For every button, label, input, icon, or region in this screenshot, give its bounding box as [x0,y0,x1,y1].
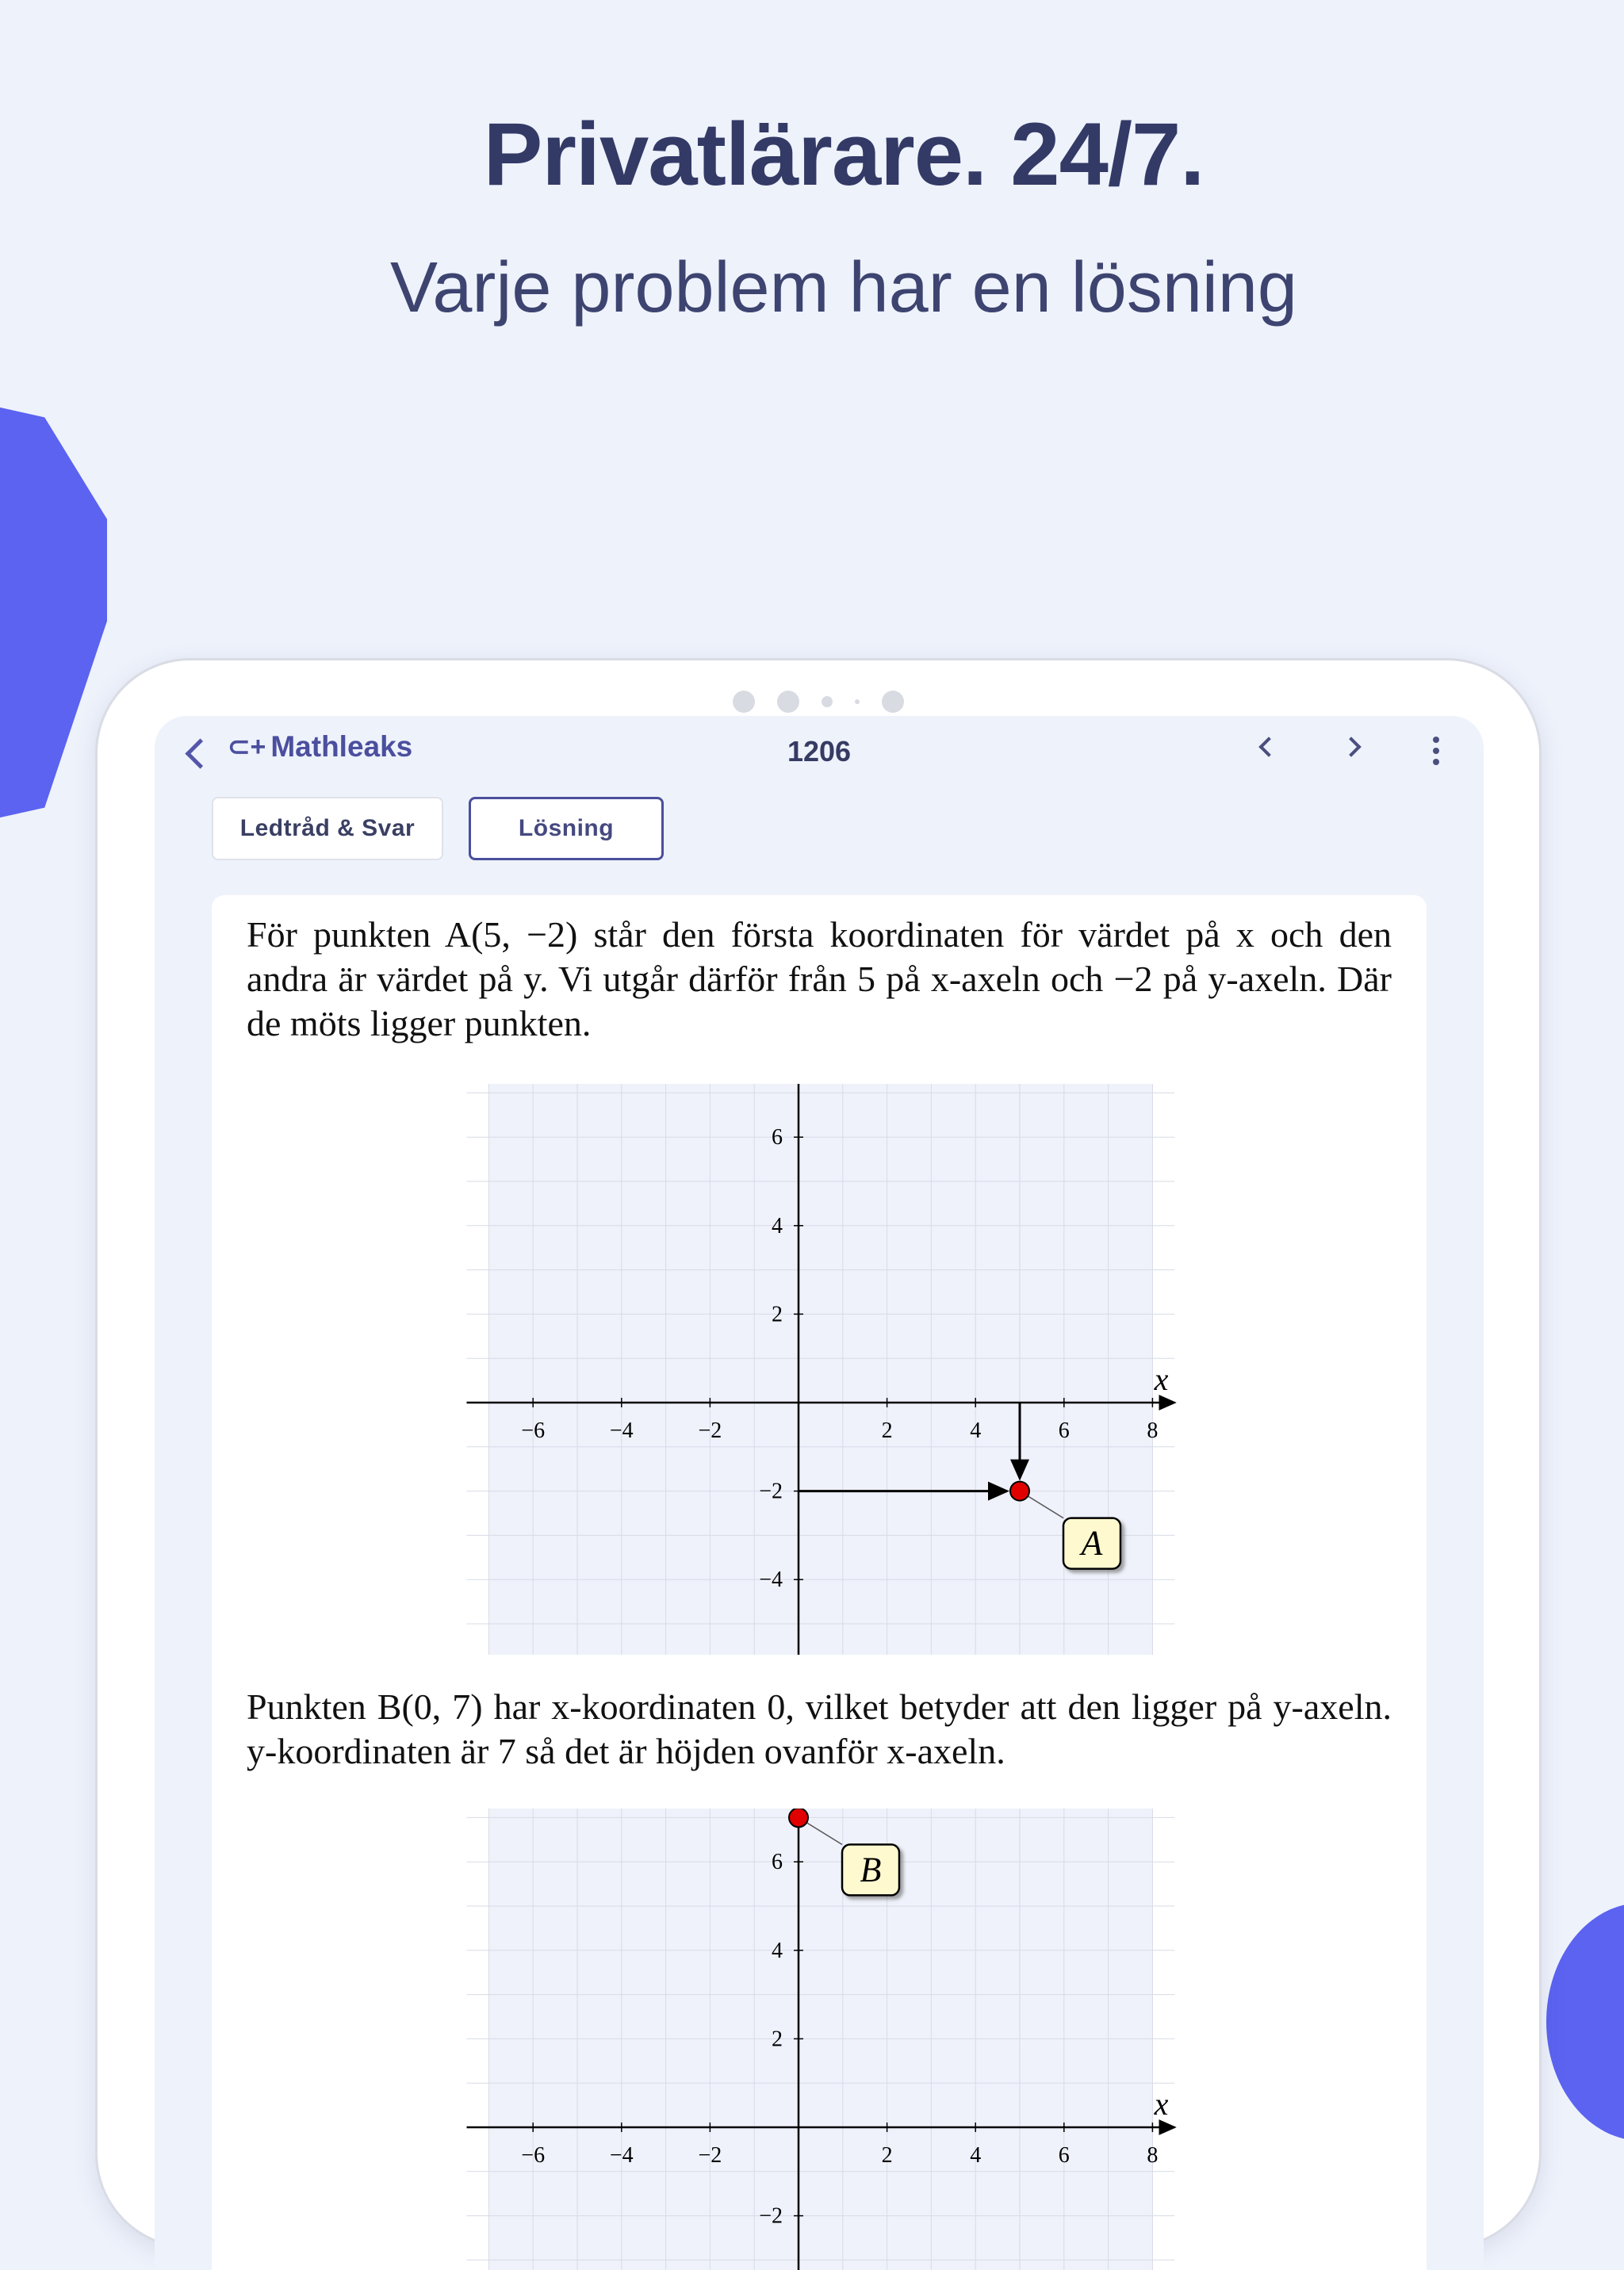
y-tick-label: 2 [772,1302,783,1327]
x-tick-label: 4 [970,1418,982,1443]
x-tick-label: 8 [1147,1418,1159,1443]
app-screen [155,716,1484,2270]
x-tick-label: −4 [609,1418,634,1443]
data-point [1010,1482,1029,1501]
camera-lens-icon [777,691,799,713]
x-tick-label: −2 [698,1418,722,1443]
x-tick-label: −6 [521,2143,546,2168]
y-tick-label: 6 [772,1850,783,1875]
sensor-dot [855,699,860,704]
coordinate-graph-b [465,1809,1179,2270]
solution-card [212,895,1427,2270]
y-tick-label: 2 [772,2027,783,2052]
mathleaks-logo-icon: ⊂+ [228,732,266,762]
hero-title: Privatlärare. 24/7. [483,105,1205,204]
camera-dots [98,691,1539,713]
x-axis-label: x [1154,2086,1169,2122]
sensor-dot [733,691,755,713]
x-tick-label: 4 [970,2143,982,2168]
x-axis-label: x [1154,1361,1169,1397]
point-label-text: A [1081,1523,1103,1563]
x-tick-label: −4 [609,2143,634,2168]
y-tick-label: 4 [772,1938,783,1963]
plot-background [488,1084,1152,1655]
solution-paragraph-b: Punkten B(0, 7) har x-koordinaten 0, vilket betyder att den ligger på y-axeln. y-koordinaten är 7 så det är höjden ovanför x-axeln. [247,1686,1392,1771]
y-tick-label: −2 [759,1479,783,1504]
y-tick-label: −2 [759,2203,783,2229]
y-tick-label: −4 [759,1568,783,1593]
x-tick-label: 6 [1058,1418,1070,1443]
coordinate-graph-a [465,1084,1179,1655]
hero-subtitle: Varje problem har en lösning [390,248,1297,327]
logo-text: Mathleaks [270,730,413,763]
y-tick-label: 4 [772,1213,783,1238]
x-tick-label: 6 [1058,2143,1070,2168]
top-navbar [155,716,1484,787]
more-vertical-icon[interactable] [1433,737,1439,765]
exercise-number: 1206 [787,735,852,768]
sensor-dot [882,691,904,713]
sensor-dot [822,696,833,707]
y-tick-label: 6 [772,1125,783,1150]
x-tick-label: 8 [1147,2143,1159,2168]
solution-paragraph-a: För punkten A(5, −2) står den första koordinaten för värdet på x och den andra är värdet på y. Vi utgår därför från 5 på x-axeln och −2 på y-axeln. Där de möts ligger punkten. [247,914,1392,1043]
decorative-blob-left [0,400,107,825]
x-tick-label: 2 [881,2143,893,2168]
x-tick-label: −6 [521,1418,546,1443]
point-label-text: B [860,1850,882,1889]
tablet-frame [95,658,1542,2249]
decorative-blob-right [1546,1903,1624,2141]
data-point [789,1809,808,1827]
x-tick-label: 2 [881,1418,893,1443]
plot-background [488,1809,1152,2270]
tab-solution[interactable]: Lösning [469,797,664,860]
tab-hint-answer[interactable]: Ledtråd & Svar [212,797,443,860]
x-tick-label: −2 [698,2143,722,2168]
